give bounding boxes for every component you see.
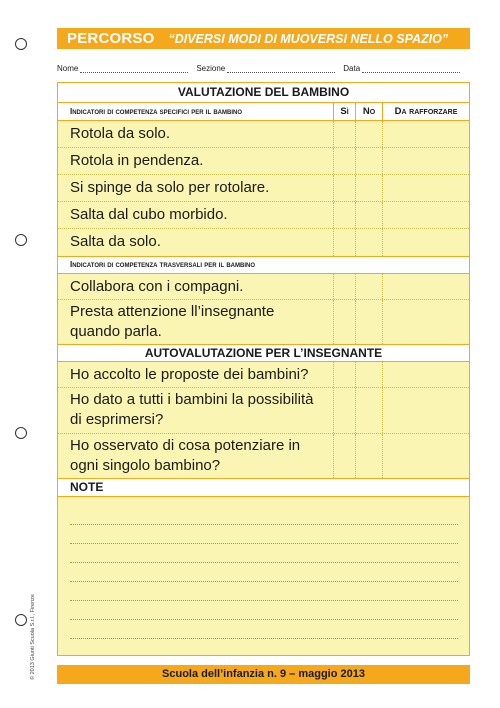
checkbox-si[interactable] <box>333 148 355 174</box>
header-title: “DIVERSI MODI DI MUOVERSI NELLO SPAZIO” <box>168 31 449 46</box>
name-field[interactable] <box>80 64 188 73</box>
specific-item-row <box>58 148 469 175</box>
note-line <box>70 543 458 544</box>
note-line <box>70 600 458 601</box>
student-fields <box>57 59 470 73</box>
col-no-label: No <box>362 106 376 117</box>
checkbox-no[interactable] <box>355 202 382 228</box>
checkbox-no[interactable] <box>355 148 382 174</box>
specific-item-row <box>58 202 469 229</box>
checkbox-da-rafforzare[interactable] <box>382 300 469 344</box>
name-label: Nome <box>57 64 79 73</box>
specific-item-row <box>58 229 469 256</box>
header-tag: PERCORSO <box>67 30 155 47</box>
binder-hole-2 <box>15 234 27 246</box>
notes-title: NOTE <box>70 480 104 494</box>
footer-bar: Scuola dell’infanzia n. 9 – maggio 2013 <box>57 665 470 684</box>
specific-item-text: Salta da solo. <box>70 233 161 250</box>
note-line <box>70 619 458 620</box>
autovalutazione-item-text: Ho dato a tutti i bambini la possibilità di esprimersi? <box>70 391 314 428</box>
checkbox-no[interactable] <box>355 274 382 299</box>
checkbox-da-rafforzare[interactable] <box>382 121 469 147</box>
notes-area[interactable] <box>58 497 469 657</box>
autovalutazione-item-row <box>58 388 469 434</box>
valutazione-title: VALUTAZIONE DEL BAMBINO <box>177 85 350 99</box>
specific-item-text: Rotola in pendenza. <box>70 152 204 169</box>
specific-item-row <box>58 121 469 148</box>
col-si-header <box>333 103 355 120</box>
checkbox-si[interactable] <box>333 121 355 147</box>
specific-item-text: Salta dal cubo morbido. <box>70 206 228 223</box>
autovalutazione-item-text: Ho osservato di cosa potenziare in ogni singolo bambino? <box>70 437 301 474</box>
specific-item-text: Si spinge da solo per rotolare. <box>70 179 270 196</box>
autovalutazione-title: AUTOVALUTAZIONE PER L’INSEGNANTE <box>144 346 383 360</box>
checkbox-da-rafforzare[interactable] <box>382 362 469 387</box>
checkbox-da-rafforzare[interactable] <box>382 148 469 174</box>
checkbox-no[interactable] <box>355 300 382 344</box>
date-field[interactable] <box>362 64 460 73</box>
note-line <box>70 581 458 582</box>
checkbox-da-rafforzare[interactable] <box>382 175 469 201</box>
date-label: Data <box>343 64 361 73</box>
checkbox-da-rafforzare[interactable] <box>382 202 469 228</box>
section-label: Sezione <box>196 64 226 73</box>
autovalutazione-item-text: Ho accolto le proposte dei bambini? <box>70 366 309 383</box>
copyright-notice: © 2013 Giunti Scuola S.r.l., Firenze <box>30 594 36 680</box>
note-line <box>70 638 458 639</box>
checkbox-si[interactable] <box>333 434 355 478</box>
binder-hole-1 <box>15 38 27 50</box>
transversal-header-row <box>58 256 469 274</box>
checkbox-si[interactable] <box>333 229 355 256</box>
transversal-indicators-header: Indicatori di competenza trasversali per il bambino <box>70 260 256 269</box>
checkbox-si[interactable] <box>333 202 355 228</box>
transversal-item-row <box>58 300 469 344</box>
checkbox-no[interactable] <box>355 229 382 256</box>
checkbox-no[interactable] <box>355 362 382 387</box>
checkbox-da-rafforzare[interactable] <box>382 434 469 478</box>
header-bar <box>57 28 470 49</box>
checkbox-da-rafforzare[interactable] <box>382 274 469 299</box>
binder-hole-4 <box>15 614 27 626</box>
col-da-header <box>382 103 469 120</box>
transversal-item-text: Collabora con i compagni. <box>70 278 244 295</box>
checkbox-si[interactable] <box>333 300 355 344</box>
autovalutazione-title-row <box>58 344 469 362</box>
binder-hole-3 <box>15 427 27 439</box>
column-header-row <box>58 102 469 121</box>
col-da-label: Da rafforzare <box>394 106 458 117</box>
checkbox-si[interactable] <box>333 175 355 201</box>
checkbox-da-rafforzare[interactable] <box>382 229 469 256</box>
note-line <box>70 524 458 525</box>
valutazione-title-row <box>58 83 469 102</box>
specific-item-text: Rotola da solo. <box>70 125 171 142</box>
col-no-header <box>355 103 382 120</box>
specific-item-row <box>58 175 469 202</box>
transversal-item-row <box>58 274 469 300</box>
col-si-label: Sì <box>340 106 349 117</box>
autovalutazione-item-row <box>58 362 469 388</box>
checkbox-si[interactable] <box>333 362 355 387</box>
checkbox-si[interactable] <box>333 274 355 299</box>
checkbox-da-rafforzare[interactable] <box>382 388 469 433</box>
specific-indicators-header: Indicatori di competenza specifici per il bambino <box>70 107 243 116</box>
section-field[interactable] <box>227 64 335 73</box>
autovalutazione-item-row <box>58 434 469 478</box>
checkbox-si[interactable] <box>333 388 355 433</box>
note-line <box>70 562 458 563</box>
evaluation-sheet <box>57 82 470 656</box>
checkbox-no[interactable] <box>355 388 382 433</box>
checkbox-no[interactable] <box>355 175 382 201</box>
checkbox-no[interactable] <box>355 434 382 478</box>
transversal-item-text: Presta attenzione ll’insegnante quando parla. <box>70 303 275 340</box>
notes-title-row <box>58 478 469 497</box>
checkbox-no[interactable] <box>355 121 382 147</box>
